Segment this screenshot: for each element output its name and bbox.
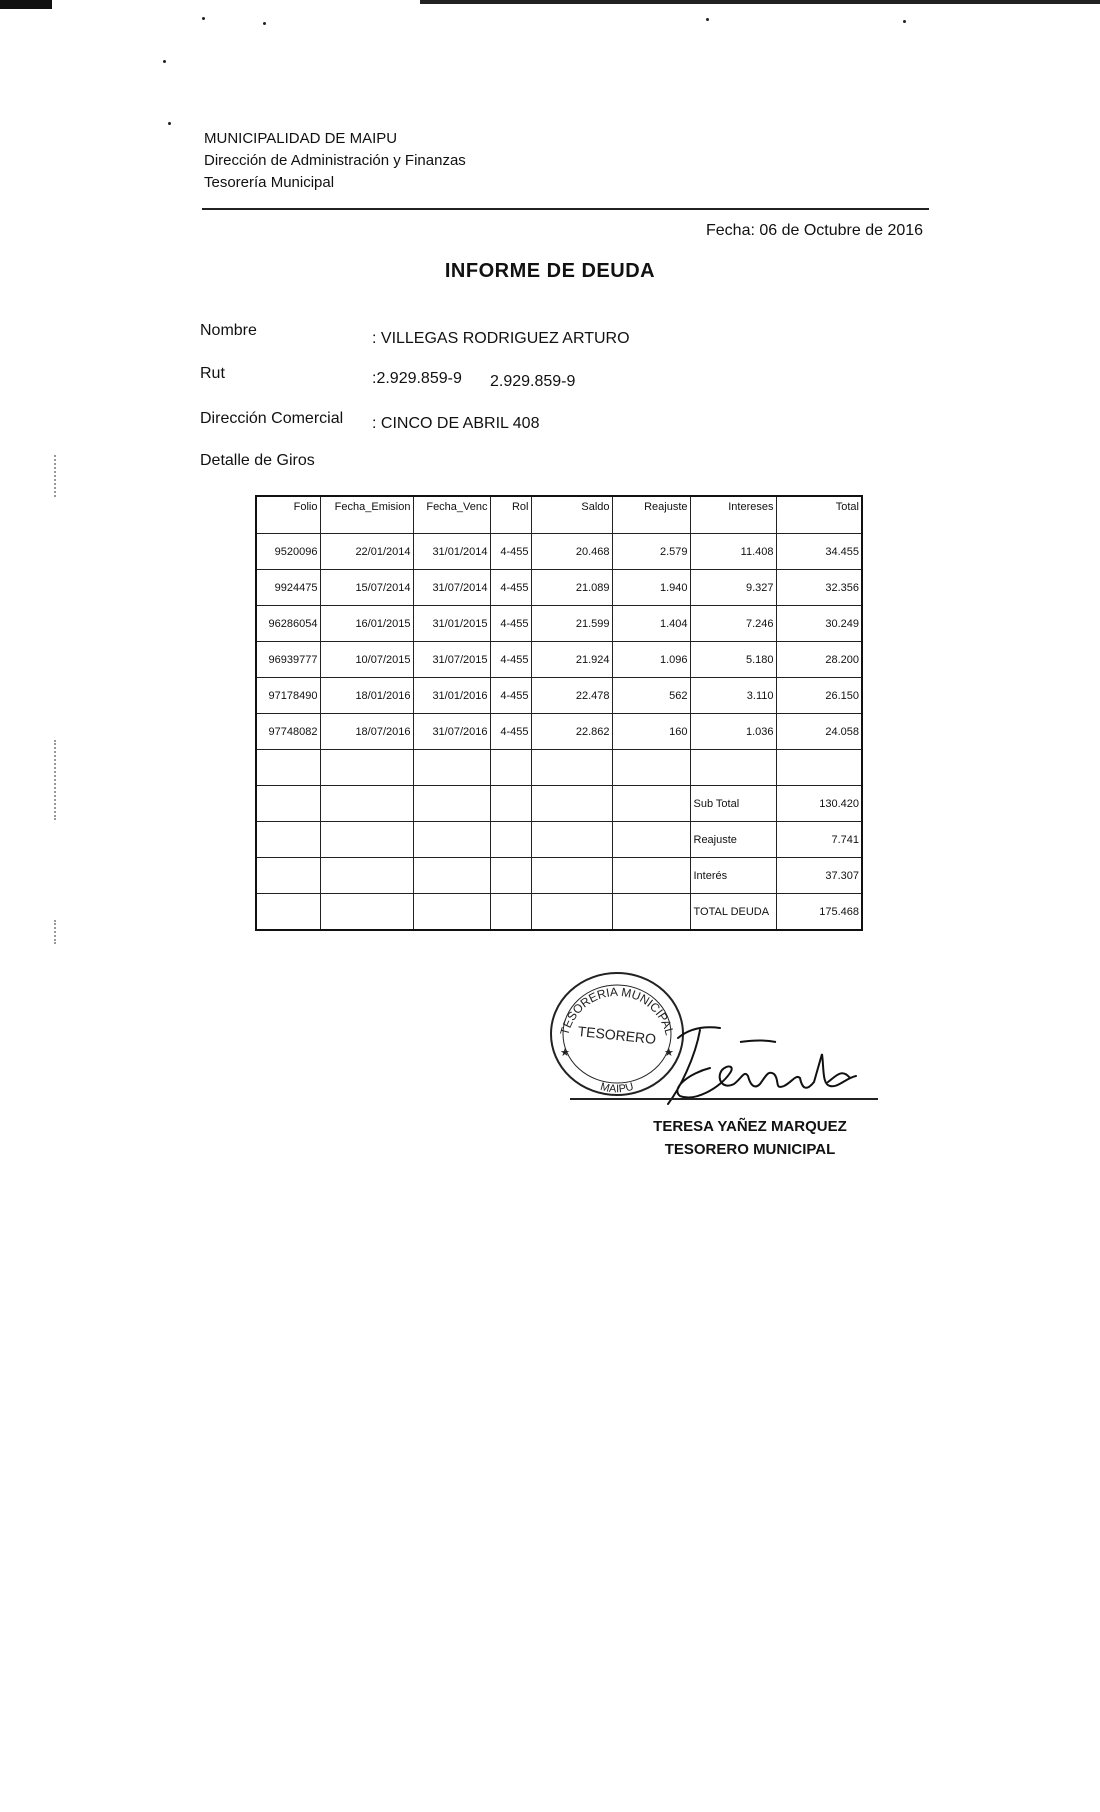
cell-total: 34.455 (776, 534, 862, 570)
column-header-reajuste: Reajuste (612, 496, 690, 534)
cell-saldo: 21.924 (531, 642, 612, 678)
summary-value: 130.420 (776, 786, 862, 822)
table-row (256, 570, 862, 606)
scan-margin-marks (54, 920, 58, 944)
rut-label: Rut (200, 365, 225, 382)
column-header-fecha-venc: Fecha_Venc (413, 496, 490, 534)
cell-intereses: 7.246 (690, 606, 776, 642)
cell-rol: 4-455 (490, 678, 531, 714)
cell-fecha-venc: 31/01/2014 (413, 534, 490, 570)
cell-fecha-emision: 16/01/2015 (320, 606, 413, 642)
column-header-saldo: Saldo (531, 496, 612, 534)
table-header-row (256, 496, 862, 534)
seal-top-text: TESORERIA MUNICIPAL (557, 984, 677, 1037)
cell-rol: 4-455 (490, 534, 531, 570)
summary-value: 7.741 (776, 822, 862, 858)
summary-row-reajuste (256, 822, 862, 858)
scan-speck (163, 60, 166, 63)
rut-value: :2.929.859-9 (372, 370, 462, 387)
seal-center-text: TESORERO (576, 1022, 657, 1048)
cell-folio: 96939777 (256, 642, 320, 678)
letterhead (204, 128, 466, 194)
cell-reajuste: 160 (612, 714, 690, 750)
cell-fecha-venc: 31/07/2014 (413, 570, 490, 606)
cell-rol: 4-455 (490, 642, 531, 678)
column-header-fecha-emision: Fecha_Emision (320, 496, 413, 534)
seal-bottom-text: MAIPU (599, 1080, 635, 1096)
table-row (256, 606, 862, 642)
scan-artifact-bar (0, 0, 52, 9)
cell-reajuste: 1.404 (612, 606, 690, 642)
summary-label: TOTAL DEUDA (690, 894, 776, 931)
summary-value: 175.468 (776, 894, 862, 931)
seal-star-icon: ★ (560, 1047, 570, 1059)
cell-total: 30.249 (776, 606, 862, 642)
summary-value: 37.307 (776, 858, 862, 894)
cell-folio: 9924475 (256, 570, 320, 606)
cell-folio: 9520096 (256, 534, 320, 570)
scan-speck (706, 18, 709, 21)
cell-total: 24.058 (776, 714, 862, 750)
cell-intereses: 3.110 (690, 678, 776, 714)
cell-rol: 4-455 (490, 570, 531, 606)
cell-fecha-emision: 10/07/2015 (320, 642, 413, 678)
cell-saldo: 21.089 (531, 570, 612, 606)
signatory-name: TERESA YAÑEZ MARQUEZ (653, 1118, 847, 1135)
column-header-rol: Rol (490, 496, 531, 534)
signatory-position: TESORERO MUNICIPAL (664, 1141, 836, 1158)
cell-reajuste: 2.579 (612, 534, 690, 570)
cell-fecha-venc: 31/01/2016 (413, 678, 490, 714)
cell-reajuste: 562 (612, 678, 690, 714)
column-header-folio: Folio (256, 496, 320, 534)
summary-row-interes (256, 858, 862, 894)
report-date: Fecha: 06 de Octubre de 2016 (706, 222, 924, 239)
cell-intereses: 1.036 (690, 714, 776, 750)
scan-speck (202, 17, 205, 20)
cell-total: 28.200 (776, 642, 862, 678)
cell-total: 32.356 (776, 570, 862, 606)
table-row-empty (256, 750, 862, 786)
cell-reajuste: 1.940 (612, 570, 690, 606)
office-name: Tesorería Municipal (204, 174, 335, 191)
direccion-label: Dirección Comercial (200, 410, 344, 427)
cell-saldo: 22.862 (531, 714, 612, 750)
municipality-name: MUNICIPALIDAD DE MAIPU (204, 130, 398, 147)
cell-folio: 96286054 (256, 606, 320, 642)
scan-speck (263, 22, 266, 25)
cell-rol: 4-455 (490, 714, 531, 750)
column-header-intereses: Intereses (690, 496, 776, 534)
summary-row-subtotal (256, 786, 862, 822)
scan-speck (168, 122, 171, 125)
signature-line (570, 1098, 878, 1100)
handwritten-signature (650, 1018, 890, 1108)
table-row (256, 534, 862, 570)
cell-fecha-emision: 15/07/2014 (320, 570, 413, 606)
scan-speck (903, 20, 906, 23)
table-row (256, 678, 862, 714)
seal-star-icon: ★ (664, 1047, 674, 1059)
cell-saldo: 20.468 (531, 534, 612, 570)
rut-value-secondary: 2.929.859-9 (490, 373, 576, 390)
detalle-label: Detalle de Giros (200, 452, 315, 469)
cell-rol: 4-455 (490, 606, 531, 642)
scan-artifact-line (420, 0, 1100, 4)
cell-total: 26.150 (776, 678, 862, 714)
cell-folio: 97748082 (256, 714, 320, 750)
nombre-label: Nombre (200, 322, 257, 339)
cell-intereses: 11.408 (690, 534, 776, 570)
cell-fecha-venc: 31/07/2015 (413, 642, 490, 678)
header-rule (202, 208, 929, 210)
nombre-value: : VILLEGAS RODRIGUEZ ARTURO (372, 330, 630, 347)
cell-saldo: 21.599 (531, 606, 612, 642)
summary-label: Interés (690, 858, 776, 894)
page-title: INFORME DE DEUDA (444, 260, 656, 282)
summary-label: Sub Total (690, 786, 776, 822)
column-header-total: Total (776, 496, 862, 534)
cell-fecha-emision: 18/01/2016 (320, 678, 413, 714)
cell-fecha-emision: 22/01/2014 (320, 534, 413, 570)
table-row (256, 714, 862, 750)
cell-saldo: 22.478 (531, 678, 612, 714)
giros-table (255, 495, 863, 931)
summary-row-total-deuda (256, 894, 862, 931)
cell-intereses: 5.180 (690, 642, 776, 678)
cell-fecha-venc: 31/01/2015 (413, 606, 490, 642)
table-row (256, 642, 862, 678)
cell-intereses: 9.327 (690, 570, 776, 606)
scan-margin-marks (54, 455, 58, 497)
summary-label: Reajuste (690, 822, 776, 858)
cell-fecha-venc: 31/07/2016 (413, 714, 490, 750)
direccion-value: : CINCO DE ABRIL 408 (372, 415, 540, 432)
scan-margin-marks (54, 740, 58, 820)
cell-reajuste: 1.096 (612, 642, 690, 678)
cell-fecha-emision: 18/07/2016 (320, 714, 413, 750)
cell-folio: 97178490 (256, 678, 320, 714)
department-name: Dirección de Administración y Finanzas (204, 152, 466, 169)
